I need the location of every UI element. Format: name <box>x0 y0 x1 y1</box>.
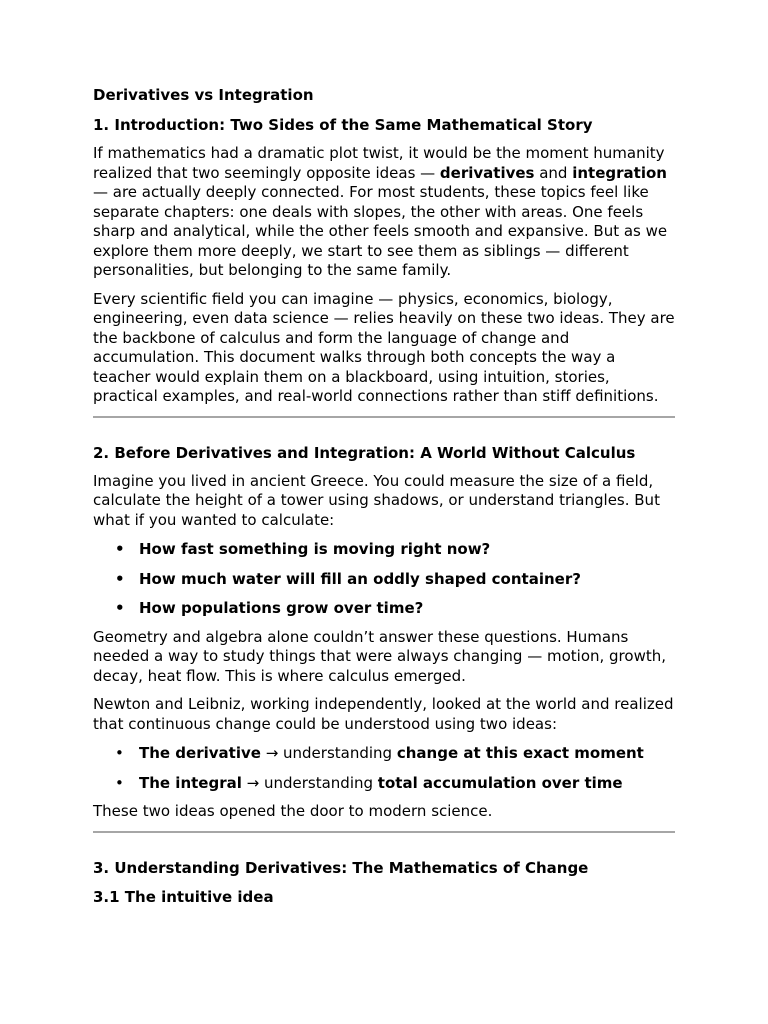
list-item <box>139 743 675 763</box>
section-2-heading: 2. Before Derivatives and Integration: A World Without Calculus <box>93 443 636 462</box>
section-1-paragraph-2: Every scientific field you can imagine — physics, economics, biology, engineering, even data science — relies heavily on these two ideas. They are the backbone of calculus and form the language of change and accumulation. This document walks through both concepts the way a teacher would explain them on a blackboard, using intuition, stories, practical examples, and real-world connections rather than stiff definitions. <box>93 289 675 405</box>
idea-connector: → understanding <box>241 773 378 792</box>
section-2-paragraph-2: Geometry and algebra alone couldn’t answer these questions. Humans needed a way to study things that were always changing — motion, growth, decay, heat flow. This is where calculus emerged. <box>93 627 666 685</box>
section-divider <box>93 416 675 418</box>
term-integration: integration <box>572 163 667 182</box>
idea-term: The integral <box>139 773 242 792</box>
paragraph-text: If mathematics had a dramatic plot twist, it would be the moment humanity realized that two seemingly opposite ideas — <box>93 144 665 182</box>
list-item: • How much water will fill an oddly shaped container? <box>139 569 675 589</box>
ideas-list <box>93 743 675 793</box>
list-item: • How fast something is moving right now? <box>139 539 675 559</box>
list-item <box>139 773 675 793</box>
idea-connector: → understanding <box>260 744 397 762</box>
paragraph-text: and <box>534 163 573 182</box>
section-3-1-heading: 3.1 The intuitive idea <box>93 887 274 906</box>
section-divider <box>93 831 675 833</box>
section-1-paragraph-1 <box>93 144 675 281</box>
section-3-heading: 3. Understanding Derivatives: The Mathematics of Change <box>93 858 589 877</box>
paragraph-text: — are actually deeply connected. For most students, these topics feel like separate chapters: one deals with slopes, the other with areas. One feels sharp and analytical, while the other feels smooth and expansive. But as we explore them more deeply, we start to see them as siblings — different personalities, but belonging to the same family. <box>93 183 668 279</box>
term-derivatives: derivatives <box>439 163 535 182</box>
idea-meaning: total accumulation over time <box>377 773 623 792</box>
document-title: Derivatives vs Integration <box>93 86 314 104</box>
section-2-paragraph-1: Imagine you lived in ancient Greece. You could measure the size of a field, calculate the height of a tower using shadows, or understand triangles. But what if you wanted to calculate: <box>93 471 660 529</box>
section-1-heading: 1. Introduction: Two Sides of the Same Mathematical Story <box>93 116 593 134</box>
idea-meaning: change at this exact moment <box>396 744 644 762</box>
questions-list <box>93 539 675 618</box>
idea-term: The derivative <box>139 744 261 762</box>
list-item: • How populations grow over time? <box>139 598 675 618</box>
section-2-paragraph-4: These two ideas opened the door to modern science. <box>93 802 493 820</box>
section-2-paragraph-3: Newton and Leibniz, working independently, looked at the world and realized that continuous change could be understood using two ideas: <box>93 695 674 733</box>
